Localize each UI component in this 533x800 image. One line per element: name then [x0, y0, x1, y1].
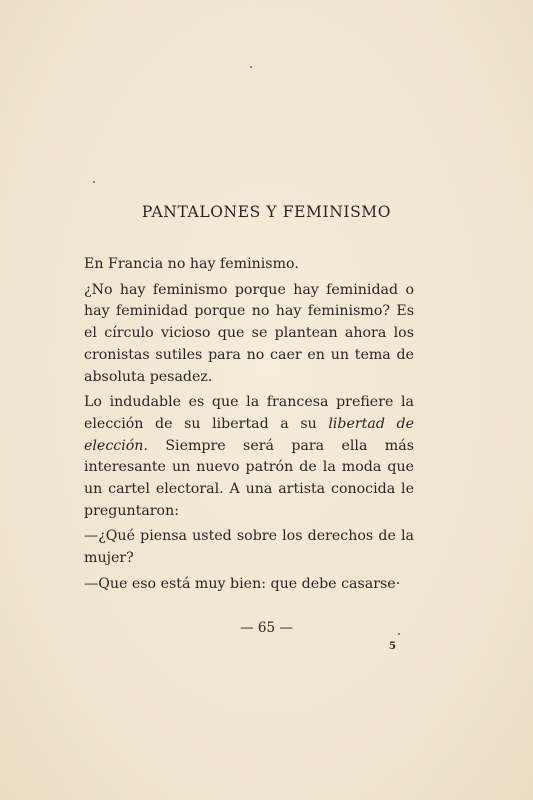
- paragraph-3: [84, 392, 414, 522]
- signature-mark: 5: [389, 641, 396, 652]
- chapter-title: PANTALONES Y FEMINISMO: [141, 203, 392, 221]
- page-speck: [250, 66, 252, 68]
- paragraph-1: En Francia no hay feminismo.: [84, 256, 299, 272]
- body-text: [84, 254, 414, 596]
- paragraph-4: —¿Qué piensa usted sobre los derechos de la mujer?: [84, 528, 414, 567]
- paragraph-5: —Que eso está muy bien: que debe casarse·: [84, 575, 401, 592]
- page-speck: [93, 181, 95, 183]
- paragraph-3-text-b: Siempre será para ella más interesante un nuevo patrón de la moda que un cartel electoral. A una artista conocida le preguntaron:: [84, 437, 414, 519]
- paragraph-3-italic: libertad de elección.: [84, 415, 414, 454]
- paragraph-2: ¿No hay feminismo porque hay feminidad o hay feminidad porque no hay feminismo? Es el círculo vicioso que se plantean ahora los cronistas sutiles para no caer en un tema de absoluta pesadez.: [84, 281, 414, 385]
- page-number: — 65 —: [240, 620, 293, 636]
- paragraph-3-text-a: Lo indudable es que la francesa prefiere la elección de su libertad a su: [84, 394, 414, 432]
